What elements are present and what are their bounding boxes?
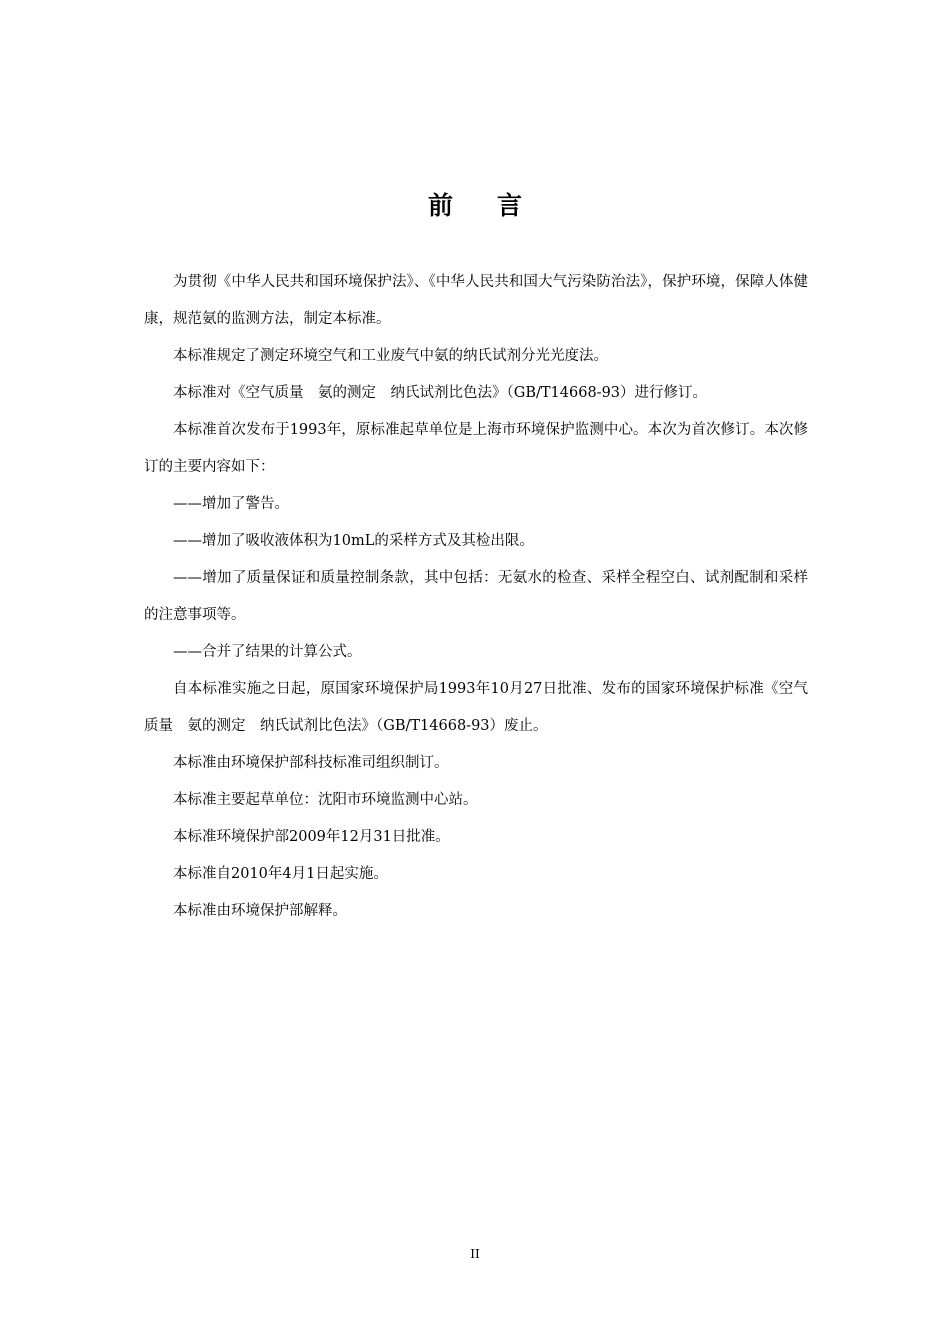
paragraph-abolishment: 自本标准实施之日起，原国家环境保护局1993年10月27日批准、发布的国家环境保护标准《空气质量 氨的测定 纳氏试剂比色法》（GB/T14668-93）废止。 xyxy=(144,681,808,734)
change-item-sampling: ——增加了吸收液体积为10mL的采样方式及其检出限。 xyxy=(173,533,534,549)
change-item-quality: ——增加了质量保证和质量控制条款，其中包括：无氨水的检查、采样全程空白、试剂配制和采样的注意事项等。 xyxy=(144,570,808,623)
paragraph-interpretation: 本标准由环境保护部解释。 xyxy=(173,903,347,919)
paragraph-history: 本标准首次发布于1993年，原标准起草单位是上海市环境保护监测中心。本次为首次修订。本次修订的主要内容如下： xyxy=(144,422,808,475)
paragraph-approval: 本标准环境保护部2009年12月31日批准。 xyxy=(173,829,450,845)
paragraph-effective-date: 本标准自2010年4月1日起实施。 xyxy=(173,866,388,882)
change-item-formula: ——合并了结果的计算公式。 xyxy=(173,644,362,660)
paragraph-revision: 本标准对《空气质量 氨的测定 纳氏试剂比色法》（GB/T14668-93）进行修订。 xyxy=(173,385,708,401)
page-number: II xyxy=(470,1247,480,1261)
paragraph-drafter: 本标准主要起草单位：沈阳市环境监测中心站。 xyxy=(173,792,478,808)
foreword-body xyxy=(144,264,808,930)
paragraph-purpose: 为贯彻《中华人民共和国环境保护法》、《中华人民共和国大气污染防治法》，保护环境，保障人体健康，规范氨的监测方法，制定本标准。 xyxy=(144,274,808,327)
paragraph-scope: 本标准规定了测定环境空气和工业废气中氨的纳氏试剂分光光度法。 xyxy=(173,348,608,364)
paragraph-organizer: 本标准由环境保护部科技标准司组织制订。 xyxy=(173,755,449,771)
page-title: 前言 xyxy=(427,191,566,220)
change-item-warning: ——增加了警告。 xyxy=(173,496,289,512)
